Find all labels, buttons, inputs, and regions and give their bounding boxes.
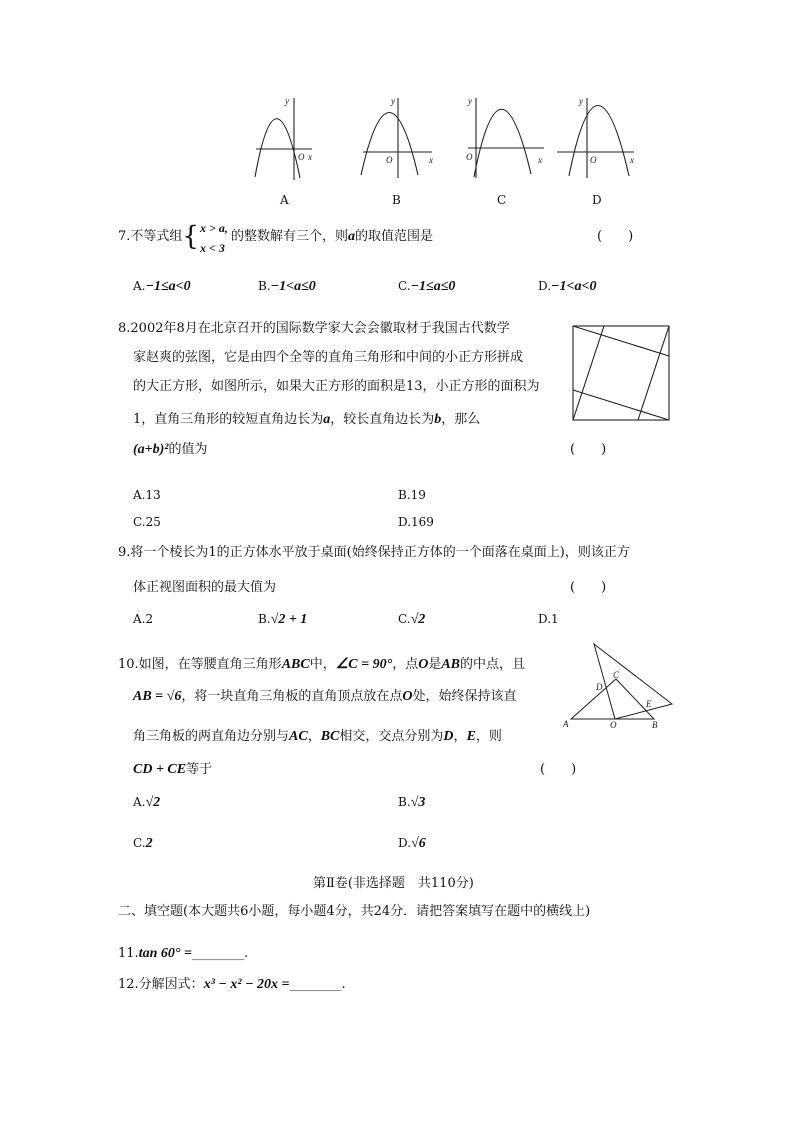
label-b: B: [652, 720, 658, 730]
label-c: C: [613, 670, 620, 680]
q9-option-c[interactable]: C.√2: [398, 612, 426, 627]
q8-option-b[interactable]: B.19: [398, 488, 426, 502]
q10-line3: 角三角板的两直角边分别与AC，BC相交，交点分别为D，E，则: [133, 729, 502, 744]
q9-answer-paren: ( ): [570, 580, 607, 595]
label-d: D: [596, 682, 603, 692]
q8-line3: 的大正方形，如图所示，如果大正方形的面积是13，小正方形的面积为: [133, 379, 540, 394]
q10-option-b[interactable]: B.√3: [398, 795, 426, 810]
q10-option-a[interactable]: A.√2: [133, 795, 161, 810]
q12: 12.分解因式：x³ − x² − 20x =________.: [118, 977, 346, 992]
q10-line2: AB = √6，将一块直角三角板的直角顶点放在点O处，始终保持该直: [133, 689, 517, 704]
q7-stem: 7.不等式组{: [118, 221, 199, 252]
label-o: O: [610, 720, 617, 730]
svg-text:O: O: [298, 152, 305, 162]
graph-label-a: A: [280, 193, 289, 207]
q7-option-d[interactable]: D.−1<a<0: [538, 279, 597, 294]
q7-option-b[interactable]: B.−1<a≤0: [258, 279, 316, 294]
q8-line2: 家赵爽的弦图，它是由四个全等的直角三角形和中间的小正方形拼成: [133, 350, 524, 365]
q11: 11.tan 60° =________.: [118, 946, 249, 961]
graph-label-d: D: [592, 193, 602, 207]
svg-text:x: x: [429, 155, 433, 165]
section-heading: 二、填空题(本大题共6小题，每小题4分，共24分．请把答案填写在题中的横线上): [118, 904, 591, 919]
q10-line1: 10.如图，在等腰直角三角形ABC中，∠C = 90°，点O是AB的中点，且: [118, 657, 526, 672]
q8-line4: 1，直角三角形的较短直角边长为a，较长直角边长为b，那么: [133, 412, 481, 427]
q8-option-d[interactable]: D.169: [398, 515, 434, 529]
q10-line4: CD + CE等于: [133, 762, 213, 777]
q8-option-c[interactable]: C.25: [133, 515, 161, 529]
graph-label-b: B: [392, 193, 401, 207]
q8-option-a[interactable]: A.13: [133, 488, 161, 502]
q10-answer-paren: ( ): [540, 762, 577, 777]
q9-line2: 体正视图面积的最大值为: [133, 580, 277, 595]
q11-blank[interactable]: ________: [191, 946, 244, 961]
q7-stem-rest: 的整数解有三个，则a的取值范围是: [231, 229, 434, 244]
q7-answer-paren: ( ): [597, 229, 634, 244]
q8-line1: 8.2002年8月在北京召开的国际数学家大会会徽取材于我国古代数学: [118, 321, 510, 336]
q10-option-d[interactable]: D.√6: [398, 836, 426, 851]
svg-text:y: y: [391, 96, 395, 106]
svg-text:x: x: [630, 155, 634, 165]
q12-blank[interactable]: ________: [289, 977, 342, 992]
q9-option-b[interactable]: B.√2 + 1: [258, 612, 308, 627]
svg-text:O: O: [466, 152, 473, 162]
q9-option-a[interactable]: A.2: [133, 612, 154, 626]
label-a: A: [563, 719, 569, 729]
svg-text:x: x: [538, 155, 542, 165]
section-title: 第Ⅱ卷(非选择题 共110分): [313, 876, 474, 891]
svg-text:O: O: [590, 155, 597, 165]
q9-line1: 9.将一个棱长为1的正方体水平放于桌面(始终保持正方体的一个面落在桌面上)，则该正方: [118, 545, 630, 560]
q9-option-d[interactable]: D.1: [538, 612, 559, 626]
q7-option-a[interactable]: A.−1≤a<0: [133, 279, 191, 294]
q7-sys1: x > a,: [200, 221, 228, 235]
svg-text:y: y: [579, 96, 583, 106]
q7-sys2: x < 3: [200, 241, 225, 255]
q7-option-c[interactable]: C.−1≤a≤0: [398, 279, 456, 294]
axis-y-a: y: [285, 96, 289, 106]
svg-text:x: x: [308, 152, 312, 162]
q10-option-c[interactable]: C.2: [133, 836, 153, 851]
label-e: E: [646, 699, 652, 709]
graph-label-c: C: [497, 193, 507, 207]
q8-answer-paren: ( ): [570, 442, 607, 457]
svg-text:y: y: [468, 96, 472, 106]
svg-text:O: O: [386, 155, 393, 165]
q8-line5: (a+b)²的值为: [133, 442, 208, 457]
